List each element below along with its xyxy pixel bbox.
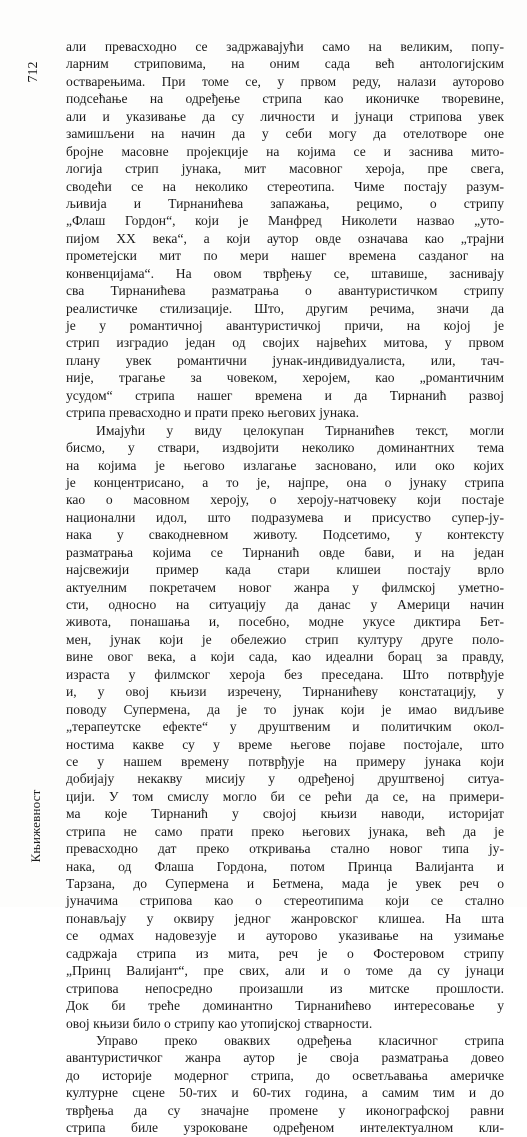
text-line: подсећање на одређење стрипа као иконичке творевине, bbox=[66, 91, 504, 107]
text-line: јуначима стрипова као о стереотипима који се стално bbox=[66, 893, 504, 909]
text-line: сва Тирнанићева разматрања о авантуристичком стрипу bbox=[66, 283, 504, 299]
text-line: израста у филмског хероја без преседана. Што потврђује bbox=[66, 666, 504, 682]
text-line: замишљени на начин да у себи могу да отелотворе оне bbox=[66, 126, 504, 142]
text-line: логија стрип јунака, мит масовног хероја, пре свега, bbox=[66, 161, 504, 177]
text-line: је концентрисано, а то је, најпре, она о јунаку стрипа bbox=[66, 474, 504, 490]
text-line: је у романтичној авантуристичкој причи, на којој је bbox=[66, 318, 504, 333]
text-line: тврђења да су значајне промене у иконографској равни bbox=[66, 1102, 504, 1118]
text-line: стрипа превасходно и прати преко његових јунака. bbox=[66, 405, 359, 421]
text-line: ностима какве су у време његове појаве постојале, што bbox=[66, 736, 504, 752]
text-line: авантуристичког жанра аутор је своја разматрања довео bbox=[66, 1050, 504, 1066]
text-line: „Флаш Гордон“, који је Манфред Николети назвао „уто- bbox=[66, 213, 504, 229]
text-line: прометејски мит по мери нашег времена сазданог на bbox=[66, 248, 504, 264]
text-line: на којима је његово излагање засновано, или око којих bbox=[66, 457, 504, 473]
text-line: пијом XX века“, а који аутор овде означава као „трајни bbox=[66, 230, 504, 246]
text-line: Управо преко оваквих одређења класичног стрипа bbox=[96, 1032, 504, 1048]
text-line: цији. У том смислу могло би се рећи да се, на примери- bbox=[66, 788, 504, 804]
text-line: стрипова непосредно произашли из митске прошлости. bbox=[66, 980, 504, 996]
text-line: превасходно дат преко откривања стално новог типа ју- bbox=[66, 841, 504, 857]
text-line: али превасходно се задржавајући само на великим, попу- bbox=[66, 39, 504, 54]
text-line: бисмо, у ствари, издвојити неколико доминантних тема bbox=[66, 440, 504, 456]
text-line: поводу Супермена, да је то јунак који је имао видљиве bbox=[66, 701, 504, 717]
text-line: као о масовном хероју, о хероју-натчовеку који постаје bbox=[66, 492, 504, 508]
paragraph bbox=[66, 38, 504, 422]
paragraph bbox=[66, 422, 504, 1032]
text-line: није, трагање за човеком, херојем, као „романтичним bbox=[66, 370, 504, 386]
text-line: културне сцене 50-тих и 60-тих година, а самим тим и до bbox=[66, 1085, 504, 1101]
text-line: овој књизи било о стрипу као утопијској стварности. bbox=[66, 1015, 373, 1031]
paragraph bbox=[66, 1032, 504, 1137]
text-line: „терапеутске ефекте“ у друштвеним и политичким окол- bbox=[66, 719, 504, 735]
text-line: љивија и Тирнанићева запажања, рецимо, о стрипу bbox=[66, 195, 504, 211]
text-line: нака, од Флаша Гордона, потом Принца Валијанта и bbox=[66, 858, 504, 874]
text-line: актуелним покретачем новог жанра у филмској уметно- bbox=[66, 579, 504, 595]
text-line: сти, односно на ситуацију да данас у Америци начин bbox=[66, 597, 504, 612]
text-line: ма које Тирнанић у својој књизи наводи, историјат bbox=[66, 806, 504, 822]
text-line: ларним стриповима, на оним сада већ антологијским bbox=[66, 56, 504, 72]
text-line: живота, понашања и, посебно, модне укусе диктира Бет- bbox=[66, 614, 504, 630]
running-head: Књижевност bbox=[28, 789, 43, 863]
text-line: конвенцијама“. На овом тврђењу се, штавише, заснивају bbox=[66, 265, 504, 281]
text-line: мен, јунак који је обележио стрип културу друге поло- bbox=[66, 631, 504, 647]
text-line: сводећи се на неколико стереотипа. Чиме постају разум- bbox=[66, 178, 504, 194]
text-line: али и указивање да су личности и јунаци стрипова увек bbox=[66, 108, 504, 124]
text-line: садржаја стрипа из мита, реч је о Фостеровом стрипу bbox=[66, 945, 504, 961]
text-line: разматрања којима се Тирнанић овде бави, и на један bbox=[66, 544, 504, 560]
text-line: и, у овој књизи изречену, Тирнанићеву констатацију, у bbox=[66, 684, 504, 700]
text-line: се одмах надовезује и ауторово указивање на узимање bbox=[66, 928, 504, 944]
text-line: усудом“ стрипа нашег времена и да Тирнанић развој bbox=[66, 387, 504, 403]
text-line: национални идол, што подразумева и присуство супер-ју- bbox=[66, 509, 504, 525]
text-line: Док би треће доминантно Тирнанићево интересовање у bbox=[66, 998, 504, 1014]
page-number: 712 bbox=[26, 61, 41, 83]
text-line: реалистичке стилизације. Што, другим речима, значи да bbox=[66, 300, 504, 316]
text-line: Тарзана, до Супермена и Бетмена, мада је увек реч о bbox=[66, 876, 504, 891]
text-line: стрипа биле узроковане одређеном интелектуалном кли- bbox=[66, 1120, 504, 1136]
text-line: добијају некакву мисију у одређеној друштвеној ситуа- bbox=[66, 771, 504, 787]
text-line: нака у свакодневном животу. Подсетимо, у контексту bbox=[66, 527, 504, 543]
text-line: стрип изградио један од својих највећих митова, у првом bbox=[66, 335, 504, 351]
text-line: плану увек романтични јунак-индивидуалиста, или, тач- bbox=[66, 352, 504, 368]
text-line: Имајући у виду целокупан Тирнанићев текст, могли bbox=[96, 422, 504, 438]
text-line: вине овог века, а који сада, као идеални борац за правду, bbox=[66, 649, 504, 665]
text-line: бројне масовне пројекције на којима се и заснива мито- bbox=[66, 143, 504, 159]
text-line: стрипа не само прати преко његових јунака, већ да је bbox=[66, 823, 504, 839]
text-line: „Принц Валијант“, пре свих, али и о томе да су јунаци bbox=[66, 963, 504, 979]
text-line: се у нашем времену потврђује на примеру јунака који bbox=[66, 753, 504, 769]
text-line: до историје модерног стрипа, до осветљавања америчке bbox=[66, 1067, 504, 1083]
text-line: остварењима. При томе се, у првом реду, налази ауторово bbox=[66, 73, 504, 89]
body-text bbox=[66, 38, 504, 1137]
text-line: најсвежији пример када стари клишеи постају врло bbox=[66, 562, 504, 578]
text-line: понављају у оквиру једног жанровског клишеа. На шта bbox=[66, 910, 504, 926]
